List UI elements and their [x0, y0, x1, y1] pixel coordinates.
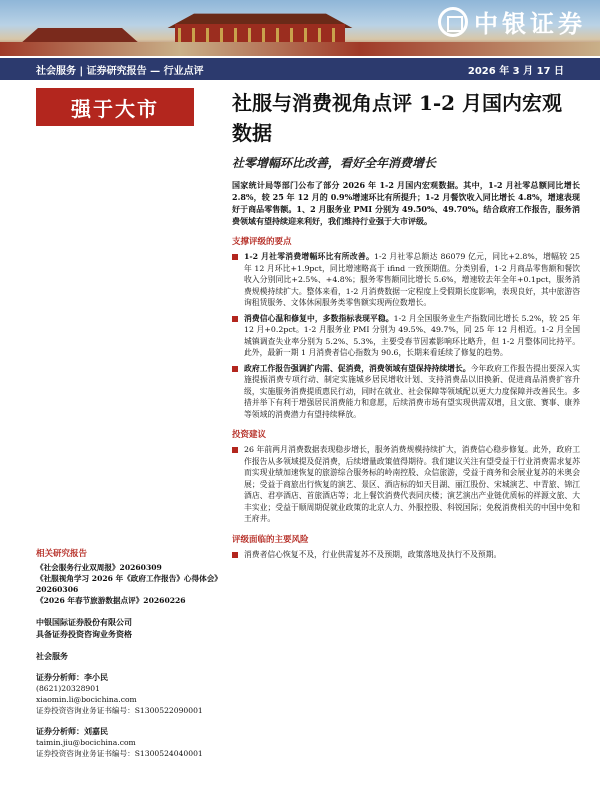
list-item — [232, 313, 580, 359]
company-logo — [438, 4, 586, 39]
bullet-square-icon — [232, 366, 238, 372]
analyst-email[interactable]: xiaomin.li@bocichina.com — [36, 695, 137, 704]
company-qualification: 具备证券投资咨询业务资格 — [36, 629, 132, 639]
related-report-link[interactable]: 《社服视角学习 2026 年《政府工作报告》心得体会》20260306 — [36, 574, 222, 594]
main-content — [232, 88, 580, 564]
list-item — [232, 363, 580, 421]
related-report-link[interactable]: 《社会服务行业双周报》20260309 — [36, 563, 162, 572]
page-subtitle: 社零增幅环比改善，看好全年消费增长 — [232, 156, 437, 170]
analyst-name: 证券分析师：刘嘉民 — [36, 726, 108, 736]
boc-logo-icon — [438, 7, 468, 37]
analyst-phone: (8621)20328901 — [36, 684, 100, 693]
logo-text: 中银证券 — [474, 10, 586, 38]
palace-wall — [0, 42, 600, 56]
header-banner — [0, 0, 600, 56]
related-reports-title: 相关研究报告 — [36, 549, 88, 559]
bullet-body: 1-2 月社零总额达 86079 亿元，同比+2.8%，增幅较 25 年 12 月环比+1.9pct，同比增速略高于 ifind 一致预期值。分类别看，1-2 月商品零售额和餐饮收入分别同比+2.5%、+4.8%；服务零售额同比增长 5.6%，增速较去年全年+0.1pct，服务消费规模持续扩大。整体来看，1-2 月消费数据一定程度上受假期长度影响，表现良好，其中旅游咨询租赁服务、文体休闲服务类零售额实现两位数增长。 — [244, 252, 580, 307]
bullet-square-icon — [232, 552, 238, 558]
analyst-card — [36, 726, 222, 759]
breadcrumb: 社会服务 | 证券研究报告 — 行业点评 — [36, 65, 204, 77]
analyst-cert: 证券投资咨询业务证书编号：S1300522090001 — [36, 706, 203, 715]
page-title: 社服与消费视角点评 1-2 月国内宏观数据 — [232, 91, 563, 145]
bullet-body: 今年政府工作报告提出要深入实施提振消费专项行动、制定实施城乡居民增收计划、支持消费品以旧换新、促进商品消费扩容升级，实施服务消费提质惠民行动，同时在就业、社会保障等领域配以更大力度保障并改善民生。多措并举下有利于增强居民消费能力和意愿，后续消费市场有望实现供需双增，且文旅、赛事、康养等领域的消费潜力有望持续释放。 — [244, 363, 581, 419]
list-item — [232, 251, 580, 309]
bullet-body: 1-2 月全国服务业生产指数同比增长 5.2%，较 25 年 12 月+0.2pct。1-2 月服务业 PMI 分别为 49.5%、49.7%，同 25 年 12 月相近。1-2 月全国城镇调查失业率分别为 5.2%、5.3%，主要受春节因素影响环比略升，但 1-2 月整体同比持平。此外，最新一期 1 月消费者信心指数为 90.6，长期来看延续了修复的趋势。 — [244, 313, 581, 357]
bullet-body: 消费者信心恢复不及，行业供需复苏不及预期，政策落地及执行不及预期。 — [244, 549, 502, 559]
bullet-lead: 1-2 月社零消费增幅环比有所改善。 — [244, 252, 375, 261]
bullet-square-icon — [232, 254, 238, 260]
nav-bar — [0, 58, 600, 80]
company-name: 中银国际证券股份有限公司 — [36, 617, 132, 627]
bullet-square-icon — [232, 447, 238, 453]
bullet-lead: 政府工作报告强调扩内需、促消费，消费领域有望保持持续增长。 — [244, 363, 471, 373]
section-title-invest: 投资建议 — [232, 430, 267, 440]
related-report-link[interactable]: 《2026 年春节旅游数据点评》20260226 — [36, 596, 186, 605]
left-info-column — [36, 548, 222, 759]
analyst-card — [36, 672, 222, 716]
section-title-risk: 评级面临的主要风险 — [232, 534, 309, 545]
bullet-square-icon — [232, 316, 238, 322]
analyst-cert: 证券投资咨询业务证书编号：S1300524040001 — [36, 749, 203, 758]
report-date: 2026 年 3 月 17 日 — [467, 65, 564, 77]
rating-badge: 强于大市 — [36, 88, 194, 126]
analyst-name: 证券分析师：李小民 — [36, 672, 108, 682]
sector-name: 社会服务 — [36, 651, 68, 661]
bullet-body: 26 年前两月消费数据表现稳步增长，服务消费规模持续扩大，消费信心稳步修复。此外，政府工作报告从多领域提及促消费，后续增量政策值得期待。我们建议关注有望受益于行业消费需求复苏而实现业绩加速恢复的旅游综合服务标的岭南控股、众信旅游，受益于商务和会展业复苏的米奥会展；受益于商旅出行恢复的演艺、景区、酒店标的如天目湖、丽江股份、宋城演艺、中青旅、锦江酒店、君亭酒店、首旅酒店等；北上餐饮消费代表同庆楼；演艺演出产业链优质标的祥源文旅、大丰实业；受益于顺周期促就业政策的北京人力、外服控股、科锐国际；免税消费相关的中国中免和王府井。 — [244, 445, 580, 523]
section-title-support: 支撑评级的要点 — [232, 237, 292, 247]
list-item — [232, 549, 580, 561]
intro-paragraph: 国家统计局等部门公布了部分 2026 年 1-2 月国内宏观数据。其中，1-2 月社零总额同比增长 2.8%，较 25 年 12 月的 0.9%增速环比有所提升；1-2 月餐饮收入同比增长 4.8%，增速表现好于商品零售额。1、2 月服务业 PMI 分别为 49.50%、49.70%。结合政府工作报告，服务消费领域有望持续迎来利好，我们维持行业强于大市评级。 — [232, 180, 580, 226]
list-item — [232, 444, 580, 525]
analyst-email[interactable]: taimin.jiu@bocichina.com — [36, 738, 136, 747]
bullet-lead: 消费信心温和修复中，多数指标表现平稳。 — [244, 313, 394, 323]
